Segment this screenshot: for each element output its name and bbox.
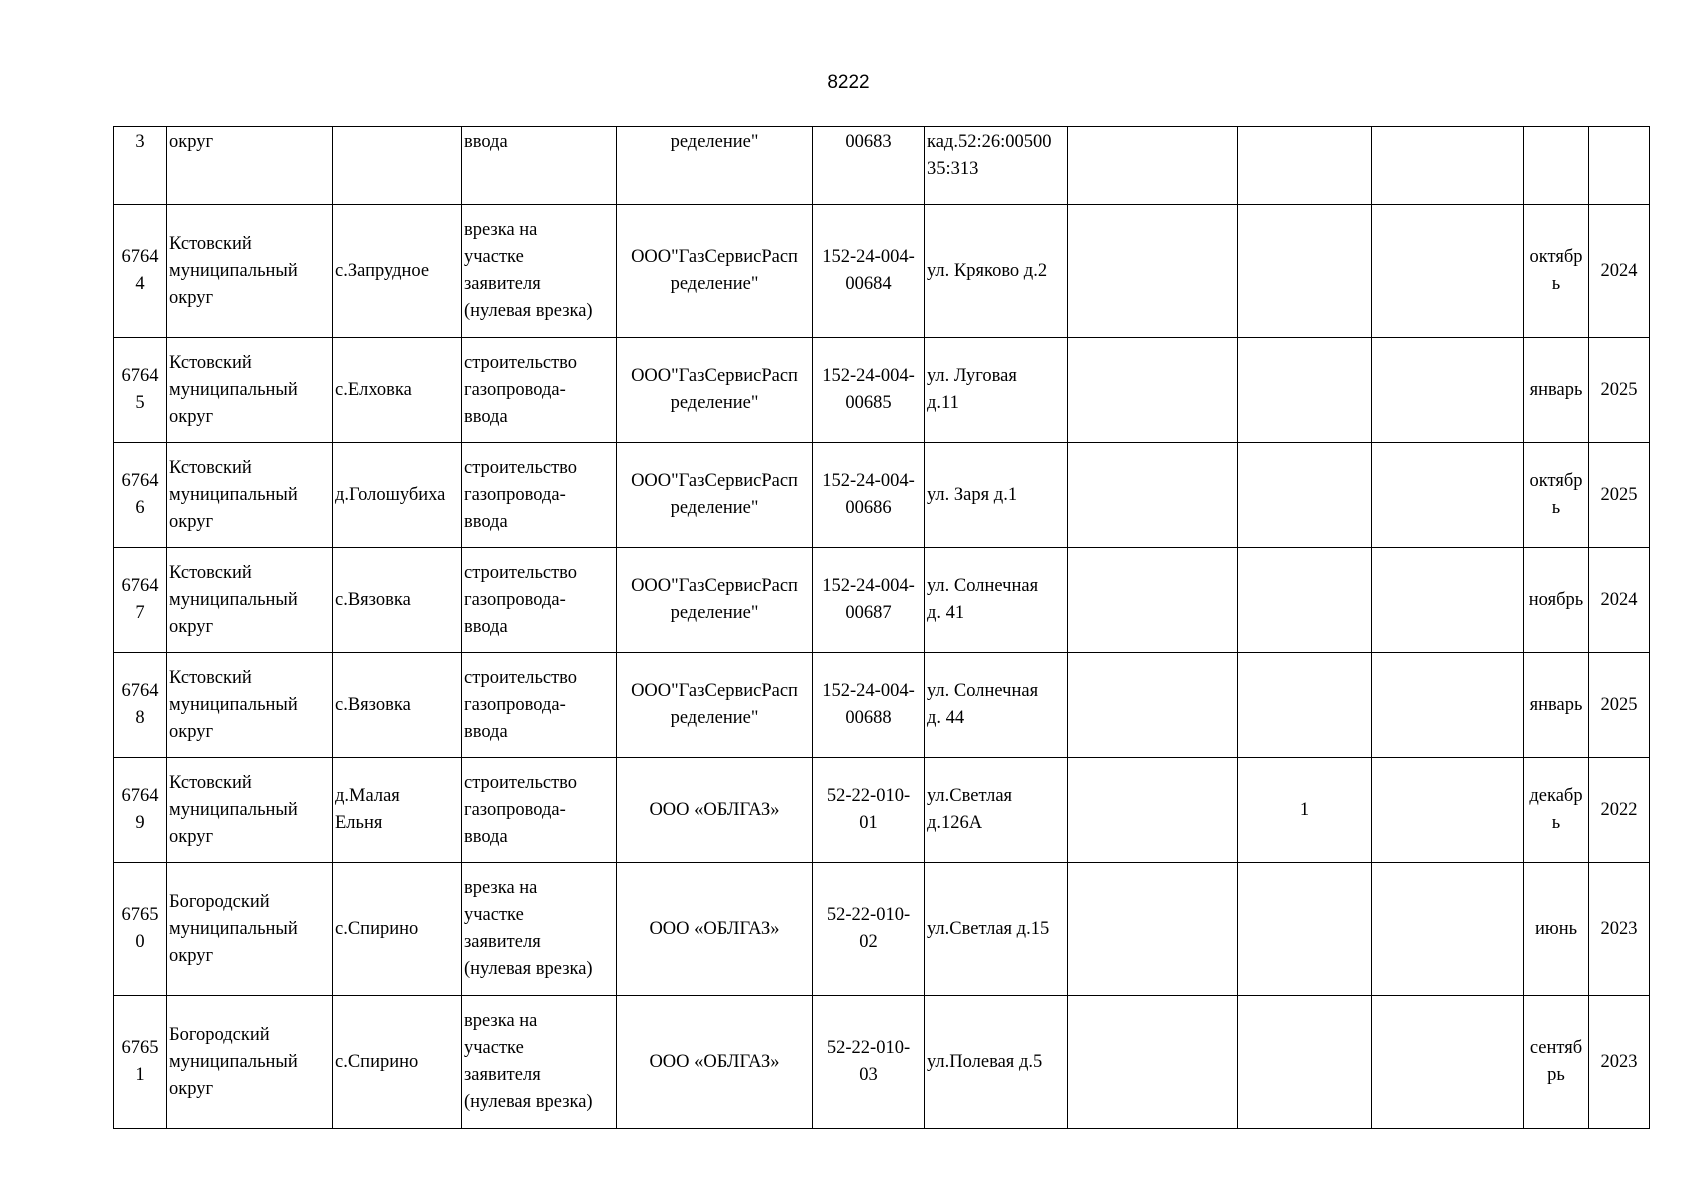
- municipal-district-cell: округ: [167, 127, 333, 205]
- column-9-cell: [1238, 338, 1372, 443]
- table-row: [114, 338, 1650, 443]
- contract-number-cell: 152-24-004- 00686: [813, 443, 925, 548]
- work-type-cell: строительство газопровода- ввода: [462, 338, 617, 443]
- column-9-cell: [1238, 996, 1372, 1129]
- table-row: [114, 205, 1650, 338]
- month-cell: [1524, 127, 1589, 205]
- row-number-cell: 6764 7: [114, 548, 167, 653]
- column-10-cell: [1372, 127, 1524, 205]
- year-cell: 2022: [1589, 758, 1650, 863]
- organization-cell: ООО"ГазСервисРасп ределение": [617, 443, 813, 548]
- municipal-district-cell: Кстовский муниципальный округ: [167, 758, 333, 863]
- settlement-cell: с.Елховка: [333, 338, 462, 443]
- year-cell: 2023: [1589, 996, 1650, 1129]
- settlement-cell: д.Малая Ельня: [333, 758, 462, 863]
- column-8-cell: [1068, 548, 1238, 653]
- work-type-cell: ввода: [462, 127, 617, 205]
- address-cell: ул.Светлая д.126А: [925, 758, 1068, 863]
- table-row: [114, 443, 1650, 548]
- column-10-cell: [1372, 205, 1524, 338]
- year-cell: 2025: [1589, 443, 1650, 548]
- contract-number-cell: 52-22-010- 03: [813, 996, 925, 1129]
- column-9-cell: [1238, 863, 1372, 996]
- row-number-cell: 6764 6: [114, 443, 167, 548]
- contract-number-cell: 00683: [813, 127, 925, 205]
- column-8-cell: [1068, 996, 1238, 1129]
- settlement-cell: [333, 127, 462, 205]
- row-number-cell: 6764 4: [114, 205, 167, 338]
- address-cell: ул.Светлая д.15: [925, 863, 1068, 996]
- table-row: [114, 863, 1650, 996]
- column-9-cell: [1238, 205, 1372, 338]
- year-cell: 2024: [1589, 548, 1650, 653]
- contract-number-cell: 152-24-004- 00687: [813, 548, 925, 653]
- month-cell: июнь: [1524, 863, 1589, 996]
- municipal-district-cell: Богородский муниципальный округ: [167, 863, 333, 996]
- column-8-cell: [1068, 205, 1238, 338]
- column-8-cell: [1068, 338, 1238, 443]
- work-type-cell: строительство газопровода- ввода: [462, 548, 617, 653]
- address-cell: ул. Солнечная д. 41: [925, 548, 1068, 653]
- row-number-cell: 6764 9: [114, 758, 167, 863]
- contract-number-cell: 52-22-010- 01: [813, 758, 925, 863]
- address-cell: ул. Солнечная д. 44: [925, 653, 1068, 758]
- work-type-cell: строительство газопровода- ввода: [462, 443, 617, 548]
- municipal-district-cell: Кстовский муниципальный округ: [167, 548, 333, 653]
- organization-cell: ООО «ОБЛГАЗ»: [617, 996, 813, 1129]
- municipal-district-cell: Кстовский муниципальный округ: [167, 653, 333, 758]
- column-8-cell: [1068, 863, 1238, 996]
- settlement-cell: с.Вязовка: [333, 548, 462, 653]
- settlement-cell: с.Вязовка: [333, 653, 462, 758]
- address-cell: кад.52:26:00500 35:313: [925, 127, 1068, 205]
- month-cell: октябр ь: [1524, 205, 1589, 338]
- table-row: [114, 996, 1650, 1129]
- address-cell: ул.Полевая д.5: [925, 996, 1068, 1129]
- work-type-cell: строительство газопровода- ввода: [462, 653, 617, 758]
- row-number-cell: 6764 8: [114, 653, 167, 758]
- column-10-cell: [1372, 996, 1524, 1129]
- work-type-cell: врезка на участке заявителя (нулевая врезка): [462, 863, 617, 996]
- organization-cell: ООО"ГазСервисРасп ределение": [617, 338, 813, 443]
- column-8-cell: [1068, 127, 1238, 205]
- table-row: [114, 758, 1650, 863]
- year-cell: 2025: [1589, 338, 1650, 443]
- month-cell: январь: [1524, 338, 1589, 443]
- row-number-cell: 6765 1: [114, 996, 167, 1129]
- month-cell: январь: [1524, 653, 1589, 758]
- register-table: [113, 126, 1650, 1129]
- column-9-cell: 1: [1238, 758, 1372, 863]
- contract-number-cell: 152-24-004- 00685: [813, 338, 925, 443]
- column-9-cell: [1238, 443, 1372, 548]
- row-number-cell: 6764 5: [114, 338, 167, 443]
- table-row: [114, 127, 1650, 205]
- month-cell: декабр ь: [1524, 758, 1589, 863]
- organization-cell: ООО"ГазСервисРасп ределение": [617, 653, 813, 758]
- settlement-cell: с.Спирино: [333, 996, 462, 1129]
- contract-number-cell: 52-22-010- 02: [813, 863, 925, 996]
- address-cell: ул. Заря д.1: [925, 443, 1068, 548]
- month-cell: ноябрь: [1524, 548, 1589, 653]
- row-number-cell: 6765 0: [114, 863, 167, 996]
- table-row: [114, 548, 1650, 653]
- column-8-cell: [1068, 653, 1238, 758]
- contract-number-cell: 152-24-004- 00688: [813, 653, 925, 758]
- work-type-cell: строительство газопровода- ввода: [462, 758, 617, 863]
- address-cell: ул. Кряково д.2: [925, 205, 1068, 338]
- organization-cell: ООО «ОБЛГАЗ»: [617, 863, 813, 996]
- column-10-cell: [1372, 758, 1524, 863]
- column-8-cell: [1068, 443, 1238, 548]
- work-type-cell: врезка на участке заявителя (нулевая врезка): [462, 996, 617, 1129]
- work-type-cell: врезка на участке заявителя (нулевая врезка): [462, 205, 617, 338]
- settlement-cell: с.Запрудное: [333, 205, 462, 338]
- year-cell: 2025: [1589, 653, 1650, 758]
- year-cell: 2024: [1589, 205, 1650, 338]
- organization-cell: ООО «ОБЛГАЗ»: [617, 758, 813, 863]
- month-cell: октябр ь: [1524, 443, 1589, 548]
- municipal-district-cell: Кстовский муниципальный округ: [167, 338, 333, 443]
- month-cell: сентяб рь: [1524, 996, 1589, 1129]
- table-row: [114, 653, 1650, 758]
- organization-cell: ООО"ГазСервисРасп ределение": [617, 548, 813, 653]
- column-9-cell: [1238, 653, 1372, 758]
- column-10-cell: [1372, 338, 1524, 443]
- organization-cell: ределение": [617, 127, 813, 205]
- column-10-cell: [1372, 443, 1524, 548]
- municipal-district-cell: Кстовский муниципальный округ: [167, 205, 333, 338]
- row-number-cell: 3: [114, 127, 167, 205]
- column-9-cell: [1238, 127, 1372, 205]
- settlement-cell: с.Спирино: [333, 863, 462, 996]
- settlement-cell: д.Голошубиха: [333, 443, 462, 548]
- year-cell: [1589, 127, 1650, 205]
- municipal-district-cell: Богородский муниципальный округ: [167, 996, 333, 1129]
- year-cell: 2023: [1589, 863, 1650, 996]
- contract-number-cell: 152-24-004- 00684: [813, 205, 925, 338]
- column-10-cell: [1372, 548, 1524, 653]
- column-10-cell: [1372, 863, 1524, 996]
- column-10-cell: [1372, 653, 1524, 758]
- column-8-cell: [1068, 758, 1238, 863]
- municipal-district-cell: Кстовский муниципальный округ: [167, 443, 333, 548]
- page-number: 8222: [827, 72, 870, 93]
- column-9-cell: [1238, 548, 1372, 653]
- address-cell: ул. Луговая д.11: [925, 338, 1068, 443]
- organization-cell: ООО"ГазСервисРасп ределение": [617, 205, 813, 338]
